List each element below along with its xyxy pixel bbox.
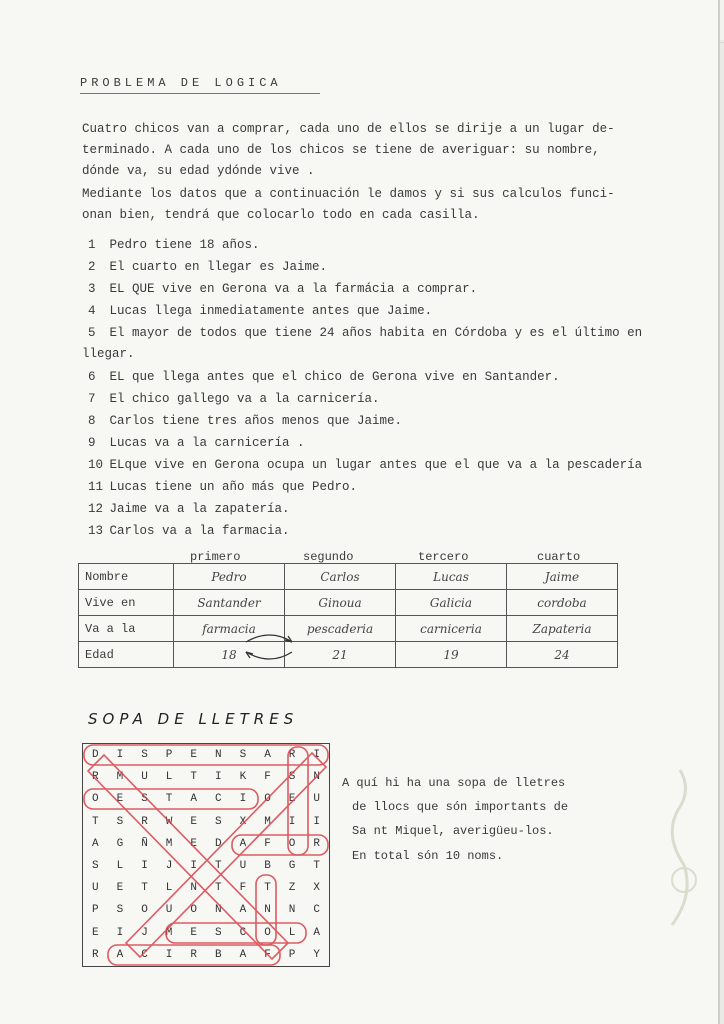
grid-letter: N — [190, 882, 197, 895]
intro-line: Mediante los datos que a continuación le damos y si sus calculos funci- — [82, 187, 615, 201]
paper-stain — [640, 760, 710, 940]
grid-letter: S — [116, 815, 124, 828]
grid-letter: W — [165, 815, 173, 828]
grid-letter: S — [288, 771, 296, 784]
rule-item: 11 Lucas tiene un año más que Pedro. — [88, 480, 358, 494]
grid-letter: U — [165, 904, 173, 917]
answer-cell: cordoba — [507, 590, 618, 616]
grid-letter: S — [214, 926, 222, 939]
answer-cell: Pedro — [174, 564, 285, 590]
table-row — [79, 616, 618, 642]
grid-letter: T — [141, 882, 148, 895]
grid-letter: C — [313, 904, 320, 917]
intro-line: onan bien, tendrá que colocarlo todo en cada casilla. — [82, 208, 480, 222]
grid-letter: A — [91, 837, 99, 850]
grid-letter: M — [116, 771, 124, 784]
grid-letter: S — [239, 749, 247, 761]
column-header: tercero — [418, 550, 469, 564]
grid-letter: I — [288, 815, 296, 828]
answer-cell: pescaderia — [285, 616, 396, 642]
rule-item: 3 EL QUE vive en Gerona va a la farmácia a comprar. — [88, 282, 478, 296]
rule-item: 8 Carlos tiene tres años menos que Jaime. — [88, 414, 403, 428]
page-title: PROBLEMA DE LOGICA — [80, 76, 282, 90]
grid-letter: P — [165, 749, 173, 761]
column-header: cuarto — [537, 550, 581, 564]
grid-letter: F — [264, 771, 271, 784]
grid-letter: S — [214, 815, 222, 828]
grid-letter: A — [190, 793, 197, 806]
grid-letter: Ñ — [141, 837, 148, 850]
grid-letter: O — [288, 837, 296, 850]
grid-letter: M — [165, 837, 173, 850]
grid-letter: A — [239, 904, 247, 917]
grid-letter: I — [116, 749, 124, 761]
answer-cell: Santander — [174, 590, 285, 616]
answer-cell: Lucas — [396, 564, 507, 590]
grid-letter: T — [214, 882, 222, 895]
answer-cell: 19 — [396, 642, 507, 668]
grid-letter: J — [141, 926, 148, 939]
grid-letter: I — [190, 860, 197, 872]
grid-letter: F — [264, 948, 271, 961]
grid-letter: G — [288, 860, 296, 872]
grid-letter: A — [313, 926, 320, 939]
grid-letter: E — [91, 926, 99, 939]
grid-letter: R — [141, 815, 148, 828]
grid-letter: E — [190, 749, 197, 761]
title-underline — [80, 93, 320, 94]
grid-letter: A — [239, 837, 247, 850]
grid-letter: E — [190, 926, 197, 939]
grid-letter: N — [288, 904, 296, 917]
grid-letter: T — [214, 860, 222, 872]
grid-letter: B — [264, 860, 271, 872]
grid-letter: I — [313, 749, 320, 761]
word-search-markings — [82, 743, 330, 967]
answer-cell: 24 — [507, 642, 618, 668]
grid-letter: C — [141, 948, 148, 961]
grid-letter: M — [165, 926, 173, 939]
column-header: primero — [190, 550, 241, 564]
rule-item: 2 El cuarto en llegar es Jaime. — [88, 260, 328, 274]
grid-letter: R — [91, 948, 99, 961]
rule-item: llegar. — [82, 347, 135, 361]
answer-cell: Ginoua — [285, 590, 396, 616]
answer-cell: Zapateria — [507, 616, 618, 642]
word-search-title: SOPA DE LLETRES — [88, 710, 299, 728]
answer-cell: 18 — [174, 642, 285, 668]
answer-cell: farmacia — [174, 616, 285, 642]
grid-letter: N — [214, 904, 222, 917]
grid-letter: T — [264, 882, 271, 895]
grid-letter: L — [288, 926, 296, 939]
grid-letter: C — [239, 926, 247, 939]
grid-letter: O — [190, 904, 197, 917]
grid-letter: U — [239, 860, 247, 872]
grid-letter: P — [288, 948, 296, 961]
grid-letter: D — [214, 837, 222, 850]
grid-letter: L — [116, 860, 124, 872]
grid-letter: N — [214, 749, 222, 761]
grid-letter: K — [239, 771, 247, 784]
grid-letter: I — [313, 815, 320, 828]
grid-letter: E — [116, 793, 124, 806]
grid-letter: D — [91, 749, 99, 761]
table-row — [79, 590, 618, 616]
grid-letter: B — [214, 948, 222, 961]
grid-letter: X — [239, 815, 247, 828]
grid-letter: O — [264, 793, 271, 806]
rule-item: 1 Pedro tiene 18 años. — [88, 238, 260, 252]
word-search-instructions: Sa nt Miquel, averigüeu-los. — [352, 824, 554, 838]
answer-cell: 21 — [285, 642, 396, 668]
grid-letter: U — [141, 771, 148, 784]
word-search-instructions: En total són 10 noms. — [352, 849, 504, 863]
grid-letter: S — [91, 860, 99, 872]
grid-letter: I — [116, 926, 124, 939]
answer-cell: Carlos — [285, 564, 396, 590]
grid-letter: X — [313, 882, 320, 895]
grid-letter: I — [214, 771, 222, 784]
grid-letter: I — [165, 948, 173, 961]
grid-letter: T — [313, 860, 320, 872]
rule-item: 13 Carlos va a la farmacia. — [88, 524, 290, 538]
grid-letter: M — [264, 815, 271, 828]
grid-letter: L — [165, 882, 173, 895]
answer-cell: Galicia — [396, 590, 507, 616]
grid-letter: P — [91, 904, 99, 917]
rule-item: 9 Lucas va a la carnicería . — [88, 436, 305, 450]
grid-letter: L — [165, 771, 173, 784]
grid-letter: R — [313, 837, 320, 850]
column-header: segundo — [303, 550, 354, 564]
rule-item: 12 Jaime va a la zapatería. — [88, 502, 290, 516]
grid-letter: I — [239, 793, 247, 806]
grid-letter: R — [190, 948, 197, 961]
grid-letter: F — [264, 837, 271, 850]
grid-letter: R — [288, 749, 296, 761]
grid-letter: S — [141, 749, 148, 761]
row-label: Vive en — [79, 590, 174, 616]
grid-letter: A — [116, 948, 124, 961]
row-label: Va a la — [79, 616, 174, 642]
rule-item: 10 ELque vive en Gerona ocupa un lugar antes que el que va a la pescadería — [88, 458, 643, 472]
grid-letter: U — [313, 793, 320, 806]
rule-item: 5 El mayor de todos que tiene 24 años habita en Córdoba y es el último en — [88, 326, 643, 340]
grid-letter: T — [190, 771, 197, 784]
rule-item: 6 EL que llega antes que el chico de Gerona vive en Santander. — [88, 370, 560, 384]
word-search-instructions: de llocs que són importants de — [352, 800, 569, 814]
intro-line: Cuatro chicos van a comprar, cada uno de ellos se dirije a un lugar de- — [82, 122, 615, 136]
grid-letter: S — [141, 793, 148, 806]
grid-letter: T — [165, 793, 173, 806]
grid-letter: E — [190, 837, 197, 850]
swap-arrows-icon — [240, 630, 300, 664]
grid-letter: O — [91, 793, 99, 806]
grid-letter: N — [313, 771, 320, 784]
row-label: Nombre — [79, 564, 174, 590]
rule-item: 7 El chico gallego va a la carnicería. — [88, 392, 380, 406]
grid-letter: A — [239, 948, 247, 961]
answer-cell: carniceria — [396, 616, 507, 642]
logic-answer-table — [78, 563, 618, 668]
grid-letter: J — [165, 860, 173, 872]
grid-letter: E — [190, 815, 197, 828]
grid-letter: A — [264, 749, 271, 761]
grid-letter: S — [116, 904, 124, 917]
grid-letter: N — [264, 904, 271, 917]
table-row — [79, 564, 618, 590]
grid-letter: R — [91, 771, 99, 784]
grid-letter: F — [239, 882, 247, 895]
grid-letter: Y — [313, 948, 320, 961]
grid-letter: C — [214, 793, 222, 806]
grid-letter: O — [141, 904, 148, 917]
grid-letter: E — [288, 793, 296, 806]
grid-letter: G — [116, 837, 124, 850]
grid-letter: O — [264, 926, 271, 939]
grid-letter: T — [91, 815, 99, 828]
intro-line: dónde va, su edad ydónde vive . — [82, 164, 315, 178]
row-label: Edad — [79, 642, 174, 668]
grid-letter: U — [91, 882, 99, 895]
intro-line: terminado. A cada uno de los chicos se tiene de averiguar: su nombre, — [82, 143, 600, 157]
grid-letter: I — [141, 860, 148, 872]
table-row — [79, 642, 618, 668]
rule-item: 4 Lucas llega inmediatamente antes que Jaime. — [88, 304, 433, 318]
grid-letter: Z — [288, 882, 296, 895]
answer-cell: Jaime — [507, 564, 618, 590]
word-search-instructions: A quí hi ha una sopa de lletres — [342, 776, 566, 790]
grid-letter: E — [116, 882, 124, 895]
